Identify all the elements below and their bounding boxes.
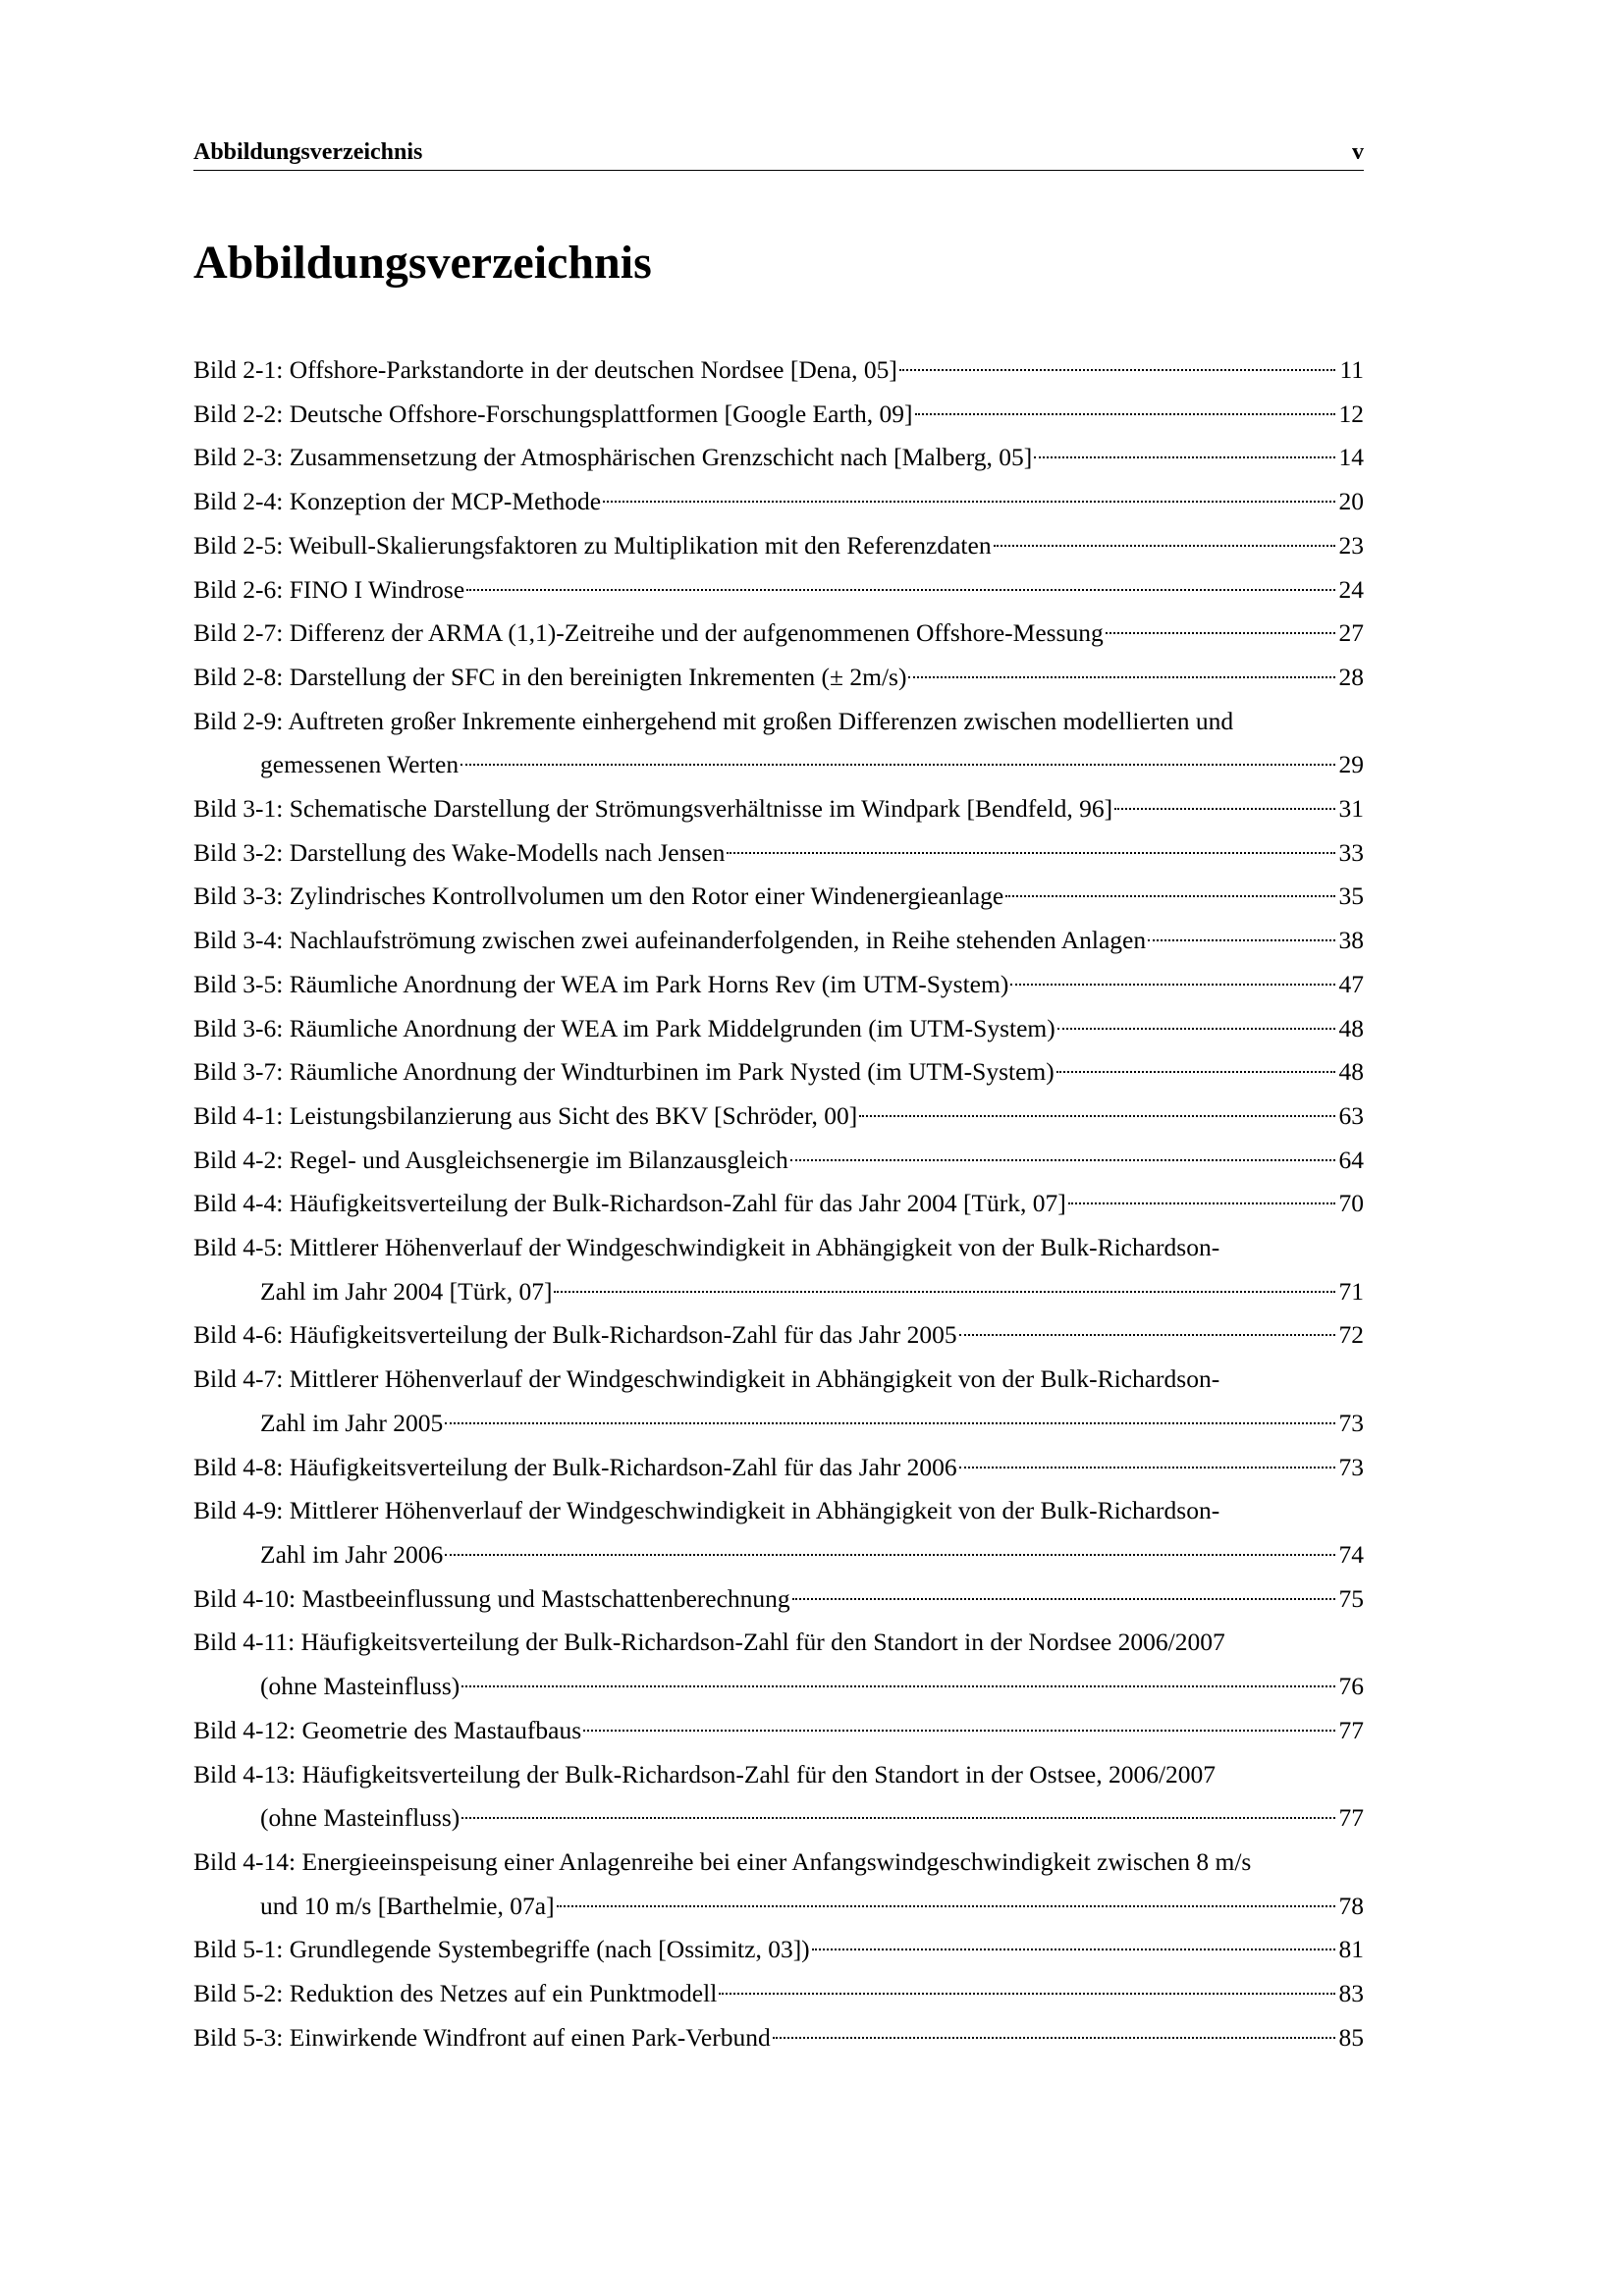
figure-entry-page-number: 48 <box>1338 1057 1364 1087</box>
figure-entry-page-number: 63 <box>1338 1100 1364 1130</box>
figure-entry-page-number: 35 <box>1338 881 1364 911</box>
dot-leader <box>790 1159 1335 1161</box>
dot-leader <box>915 413 1335 415</box>
figure-entry-page-number: 47 <box>1338 969 1364 998</box>
dot-leader <box>460 764 1334 766</box>
dot-leader <box>1057 1028 1335 1030</box>
dot-leader <box>959 1334 1335 1336</box>
header-page-number: v <box>1352 139 1364 165</box>
dot-leader <box>466 589 1334 591</box>
figure-list-entry[interactable] <box>193 480 1364 524</box>
figure-entry-page-number: 83 <box>1338 1979 1364 2008</box>
figure-entry-page-number: 38 <box>1338 926 1364 955</box>
dot-leader <box>908 676 1334 678</box>
figure-list-entry[interactable] <box>193 1489 1364 1576</box>
figure-list-entry[interactable] <box>193 1313 1364 1358</box>
figure-entry-label: Bild 5-2: Reduktion des Netzes auf ein Punktmodell <box>193 1979 718 2008</box>
dot-leader <box>1005 895 1334 897</box>
figure-entry-page-number: 48 <box>1338 1013 1364 1042</box>
figure-entry-page-number: 11 <box>1339 355 1364 384</box>
figure-entry-label-continuation: und 10 m/s [Barthelmie, 07a] <box>260 1891 555 1920</box>
figure-entry-label: Bild 3-6: Räumliche Anordnung der WEA im Park Middelgrunden (im UTM-System) <box>193 1013 1055 1042</box>
figure-list <box>193 348 1364 2059</box>
dot-leader <box>1068 1202 1335 1204</box>
figure-entry-label: Bild 4-12: Geometrie des Mastaufbaus <box>193 1715 582 1744</box>
dot-leader <box>461 1817 1334 1819</box>
figure-entry-label: Bild 2-4: Konzeption der MCP-Methode <box>193 487 602 516</box>
figure-list-entry[interactable] <box>193 831 1364 876</box>
figure-entry-label: Bild 4-13: Häufigkeitsverteilung der Bulk-Richardson-Zahl für den Standort in der Ostsee, 2006/2007 <box>193 1759 1217 1789</box>
dot-leader <box>1148 939 1334 941</box>
figure-entry-label: Bild 2-5: Weibull-Skalierungsfaktoren zu Multiplikation mit den Referenzdaten <box>193 530 992 560</box>
figure-entry-page-number: 14 <box>1338 443 1364 472</box>
figure-entry-label: Bild 4-6: Häufigkeitsverteilung der Bulk-Richardson-Zahl für das Jahr 2005 <box>193 1320 957 1350</box>
figure-entry-page-number: 77 <box>1338 1715 1364 1744</box>
figure-entry-label: Bild 3-4: Nachlaufströmung zwischen zwei aufeinanderfolgenden, in Reihe stehenden Anlagen <box>193 926 1147 955</box>
figure-list-entry[interactable] <box>193 700 1364 787</box>
figure-entry-label: Bild 2-9: Auftreten großer Inkremente einhergehend mit großen Differenzen zwischen modellierten und <box>193 706 1234 735</box>
figure-entry-label: Bild 2-1: Offshore-Parkstandorte in der deutschen Nordsee [Dena, 05] <box>193 355 897 384</box>
figure-entry-label: Bild 4-11: Häufigkeitsverteilung der Bulk-Richardson-Zahl für den Standort in der Nordsee 2006/2007 <box>193 1628 1225 1657</box>
figure-entry-page-number: 85 <box>1338 2022 1364 2052</box>
figure-list-entry[interactable] <box>193 2016 1364 2060</box>
figure-entry-label: Bild 3-1: Schematische Darstellung der Strömungsverhältnisse im Windpark [Bendfeld, 96] <box>193 794 1113 824</box>
figure-list-entry[interactable] <box>193 393 1364 437</box>
figure-entry-page-number: 77 <box>1338 1803 1364 1833</box>
figure-list-entry[interactable] <box>193 1841 1364 1928</box>
figure-list-entry[interactable] <box>193 919 1364 963</box>
figure-entry-page-number: 12 <box>1338 399 1364 428</box>
figure-entry-page-number: 73 <box>1338 1452 1364 1481</box>
figure-entry-label: Bild 4-8: Häufigkeitsverteilung der Bulk-Richardson-Zahl für das Jahr 2006 <box>193 1452 957 1481</box>
figure-list-entry[interactable] <box>193 1577 1364 1622</box>
figure-entry-page-number: 64 <box>1338 1145 1364 1174</box>
dot-leader <box>959 1467 1335 1468</box>
figure-list-entry[interactable] <box>193 436 1364 480</box>
figure-list-entry[interactable] <box>193 612 1364 656</box>
figure-entry-label: Bild 4-1: Leistungsbilanzierung aus Sicht des BKV [Schröder, 00] <box>193 1100 858 1130</box>
dot-leader <box>773 2037 1335 2039</box>
figure-list-entry[interactable] <box>193 1182 1364 1226</box>
figure-entry-label-continuation: Zahl im Jahr 2004 [Türk, 07] <box>260 1276 553 1306</box>
dot-leader <box>1114 808 1334 810</box>
dot-leader <box>461 1685 1334 1687</box>
figure-entry-page-number: 31 <box>1338 794 1364 824</box>
figure-list-entry[interactable] <box>193 568 1364 613</box>
figure-entry-label: Bild 4-2: Regel- und Ausgleichsenergie im Bilanzausgleich <box>193 1145 788 1174</box>
figure-entry-label: Bild 2-2: Deutsche Offshore-Forschungsplattformen [Google Earth, 09] <box>193 399 913 428</box>
dot-leader <box>1010 984 1334 986</box>
figure-list-entry[interactable] <box>193 1621 1364 1708</box>
figure-list-entry[interactable] <box>193 875 1364 919</box>
figure-entry-label-continuation: (ohne Masteinfluss) <box>260 1672 460 1701</box>
figure-entry-label-continuation: gemessenen Werten <box>260 750 460 779</box>
figure-entry-label: Bild 4-10: Mastbeeinflussung und Mastschattenberechnung <box>193 1583 790 1613</box>
figure-list-entry[interactable] <box>193 1050 1364 1095</box>
figure-entry-page-number: 74 <box>1338 1539 1364 1569</box>
figure-entry-label: Bild 2-3: Zusammensetzung der Atmosphärischen Grenzschicht nach [Malberg, 05] <box>193 443 1033 472</box>
figure-entry-label-continuation: Zahl im Jahr 2006 <box>260 1539 444 1569</box>
figure-list-entry[interactable] <box>193 1139 1364 1183</box>
figure-list-entry[interactable] <box>193 1095 1364 1139</box>
figure-list-entry[interactable] <box>193 1007 1364 1051</box>
figure-entry-page-number: 29 <box>1338 750 1364 779</box>
figure-entry-label: Bild 3-2: Darstellung des Wake-Modells nach Jensen <box>193 837 726 867</box>
figure-entry-label: Bild 2-7: Differenz der ARMA (1,1)-Zeitreihe und der aufgenommenen Offshore-Messung <box>193 618 1104 648</box>
figure-entry-label: Bild 3-5: Räumliche Anordnung der WEA im Park Horns Rev (im UTM-System) <box>193 969 1009 998</box>
dot-leader <box>719 1993 1334 1995</box>
figure-entry-label: Bild 4-14: Energieeinspeisung einer Anlagenreihe bei einer Anfangswindgeschwindigkeit zwischen 8 m/s <box>193 1846 1252 1876</box>
figure-entry-label-continuation: Zahl im Jahr 2005 <box>260 1408 444 1437</box>
dot-leader <box>1056 1071 1335 1073</box>
figure-list-entry[interactable] <box>193 963 1364 1007</box>
page-title: Abbildungsverzeichnis <box>193 237 652 289</box>
figure-list-entry[interactable] <box>193 1709 1364 1753</box>
dot-leader <box>994 545 1335 547</box>
figure-entry-page-number: 70 <box>1338 1189 1364 1218</box>
header-section-title: Abbildungsverzeichnis <box>193 139 423 165</box>
figure-entry-label-continuation: (ohne Masteinfluss) <box>260 1803 460 1833</box>
dot-leader <box>812 1949 1335 1950</box>
figure-entry-label: Bild 2-8: Darstellung der SFC in den bereinigten Inkrementen (± 2m/s) <box>193 662 907 691</box>
figure-list-entry[interactable] <box>193 656 1364 700</box>
figure-entry-label: Bild 4-5: Mittlerer Höhenverlauf der Windgeschwindigkeit in Abhängigkeit von der Bulk-Richardson- <box>193 1233 1220 1262</box>
dot-leader <box>859 1115 1334 1117</box>
figure-entry-page-number: 76 <box>1338 1672 1364 1701</box>
figure-entry-page-number: 23 <box>1338 530 1364 560</box>
figure-entry-label: Bild 5-3: Einwirkende Windfront auf einen Park-Verbund <box>193 2022 771 2052</box>
figure-entry-label: Bild 4-4: Häufigkeitsverteilung der Bulk-Richardson-Zahl für das Jahr 2004 [Türk, 07] <box>193 1189 1066 1218</box>
figure-list-entry[interactable] <box>193 787 1364 831</box>
figure-entry-page-number: 73 <box>1338 1408 1364 1437</box>
figure-entry-page-number: 72 <box>1338 1320 1364 1350</box>
figure-entry-page-number: 28 <box>1338 662 1364 691</box>
figure-entry-label: Bild 4-7: Mittlerer Höhenverlauf der Windgeschwindigkeit in Abhängigkeit von der Bulk-Richardson- <box>193 1364 1220 1394</box>
figure-entry-label: Bild 3-7: Räumliche Anordnung der Windturbinen im Park Nysted (im UTM-System) <box>193 1057 1055 1087</box>
figure-entry-page-number: 75 <box>1338 1583 1364 1613</box>
dot-leader <box>727 852 1334 854</box>
figure-entry-label: Bild 2-6: FINO I Windrose <box>193 574 465 604</box>
figure-entry-page-number: 27 <box>1338 618 1364 648</box>
figure-entry-label: Bild 4-9: Mittlerer Höhenverlauf der Windgeschwindigkeit in Abhängigkeit von der Bulk-Richardson- <box>193 1496 1220 1525</box>
figure-entry-page-number: 24 <box>1338 574 1364 604</box>
figure-entry-page-number: 81 <box>1338 1935 1364 1964</box>
figure-entry-page-number: 20 <box>1338 487 1364 516</box>
figure-list-entry[interactable] <box>193 1358 1364 1445</box>
dot-leader <box>899 369 1336 371</box>
dot-leader <box>445 1554 1334 1556</box>
dot-leader <box>792 1598 1335 1600</box>
dot-leader <box>557 1905 1335 1907</box>
dot-leader <box>1106 632 1335 634</box>
figure-entry-label: Bild 5-1: Grundlegende Systembegriffe (nach [Ossimitz, 03]) <box>193 1935 810 1964</box>
figure-entry-page-number: 33 <box>1338 837 1364 867</box>
figure-list-entry[interactable] <box>193 348 1364 393</box>
figure-list-entry[interactable] <box>193 1753 1364 1841</box>
figure-entry-label: Bild 3-3: Zylindrisches Kontrollvolumen um den Rotor einer Windenergieanlage <box>193 881 1004 911</box>
dot-leader <box>1034 456 1334 458</box>
figure-list-entry[interactable] <box>193 1446 1364 1490</box>
figure-list-entry[interactable] <box>193 524 1364 568</box>
figure-entry-page-number: 71 <box>1338 1276 1364 1306</box>
figure-list-entry[interactable] <box>193 1226 1364 1313</box>
running-header <box>193 135 1364 171</box>
figure-list-entry[interactable] <box>193 1972 1364 2016</box>
dot-leader <box>603 501 1334 503</box>
dot-leader <box>583 1730 1334 1732</box>
figure-entry-page-number: 78 <box>1338 1891 1364 1920</box>
dot-leader <box>554 1291 1334 1293</box>
figure-list-entry[interactable] <box>193 1928 1364 1972</box>
dot-leader <box>445 1422 1334 1424</box>
